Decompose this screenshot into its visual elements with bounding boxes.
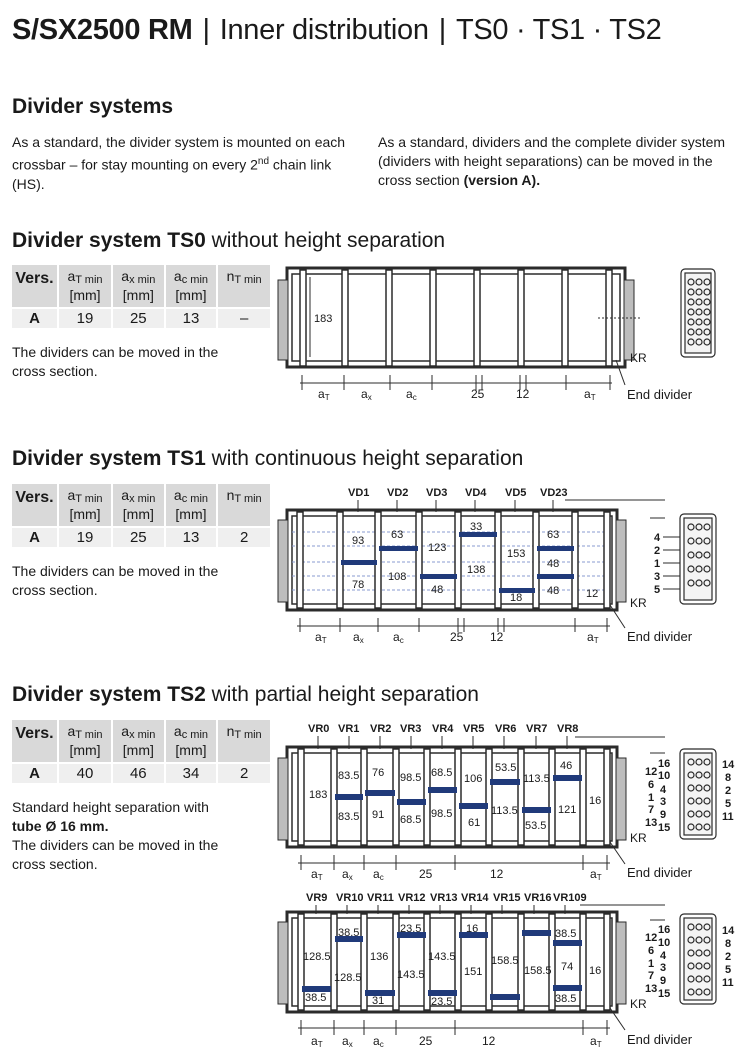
ts2-label: VR10	[336, 892, 364, 904]
ts2-label: VR8	[557, 723, 579, 735]
dim-label: 12	[516, 387, 530, 401]
dim-label: 12	[490, 867, 504, 881]
ts1-spec-table	[12, 484, 270, 547]
level-label: 4	[654, 532, 661, 544]
ts2-value: 128.5	[334, 972, 362, 984]
ts2-label: VR109	[553, 892, 587, 904]
dim-label: aT	[311, 1034, 323, 1049]
level-label: 12	[645, 766, 658, 778]
ts1-label-vd5: VD5	[505, 487, 527, 499]
ts1-value: 153	[507, 548, 526, 560]
ts2-value: 158.5	[491, 955, 519, 967]
level-label: 8	[725, 772, 732, 784]
ac-header: $a_{c min}$ [mm]	[165, 265, 218, 308]
ax-header: $a_{x min}$ [mm]	[112, 265, 165, 308]
nt-header: $n_{T min}$	[217, 484, 270, 527]
level-label: 7	[648, 804, 655, 816]
vers-header: Vers.	[12, 720, 58, 763]
ts2a-dimension-labels	[311, 867, 602, 882]
ts1-value: 48	[547, 585, 560, 597]
ts2-value: 68.5	[431, 767, 453, 779]
ts1-chain-end-view	[680, 514, 716, 604]
ts2-value: 61	[468, 817, 481, 829]
ts1-value: 18	[510, 592, 523, 604]
ts2-label: VR5	[463, 723, 485, 735]
ts1-value: 48	[431, 584, 444, 596]
ts1-value: 12	[586, 588, 599, 600]
level-label: 1	[648, 958, 655, 970]
level-label: 3	[660, 962, 667, 974]
ts2-value: 98.5	[431, 808, 453, 820]
dim-label: 12	[490, 630, 504, 644]
level-label: 13	[645, 983, 658, 995]
ts1-label-vd23: VD23	[540, 487, 568, 499]
ts0-dividers	[300, 270, 612, 366]
at-header: $a_{T min}$ [mm]	[58, 265, 112, 308]
ts1-value: 33	[470, 521, 483, 533]
ts2a-top-labels	[308, 723, 578, 735]
dim-label: ac	[373, 1034, 384, 1049]
ts2a-kr-label: KR	[630, 831, 647, 845]
level-label: 5	[654, 584, 661, 596]
dim-label: 25	[471, 387, 485, 401]
ts2-label: VR13	[430, 892, 458, 904]
ts2b-chain-end-view	[680, 914, 716, 1004]
ts2b-top-labels	[306, 892, 587, 904]
level-label: 2	[725, 951, 732, 963]
at-header: $a_{T min}$ [mm]	[58, 720, 112, 763]
ts2b-end-divider-label: End divider	[627, 1032, 693, 1047]
ts2-value: 23.5	[431, 996, 453, 1008]
ts2-label: VR15	[493, 892, 521, 904]
level-label: 14	[722, 925, 735, 937]
nt-header: $n_{T min}$	[217, 265, 270, 308]
dim-label: aT	[318, 387, 330, 402]
dim-label: ac	[373, 867, 384, 882]
ts1-value: 48	[547, 558, 560, 570]
ts2-value: 74	[561, 961, 574, 973]
level-label: 5	[725, 964, 732, 976]
dim-label: aT	[590, 1034, 602, 1049]
table-row: A 19 25 13 –	[12, 308, 270, 328]
ts0-note: The dividers can be moved in the cross section.	[12, 344, 219, 379]
ts2-value: 38.5	[555, 993, 577, 1005]
ts2-label: VR16	[524, 892, 552, 904]
ts1-label-vd3: VD3	[426, 487, 448, 499]
level-label: 11	[722, 811, 734, 823]
level-label: 1	[654, 558, 661, 570]
level-label: 10	[658, 937, 671, 949]
level-label: 15	[658, 988, 671, 1000]
ts2-value: 46	[560, 760, 573, 772]
ts2-value: 16	[589, 965, 602, 977]
ts2a-chain-end-view	[680, 749, 716, 839]
ts1-value: 93	[352, 535, 365, 547]
dim-label: 25	[450, 630, 464, 644]
ts1-label-vd1: VD1	[348, 487, 370, 499]
level-label: 4	[660, 950, 667, 962]
level-label: 8	[725, 938, 732, 950]
ts2-value: 31	[372, 995, 385, 1007]
ts2b-values	[303, 923, 601, 1008]
level-label: 2	[654, 545, 661, 557]
ts2-value: 113.5	[523, 773, 550, 785]
dim-label: ax	[342, 867, 353, 882]
ts1-kr-label: KR	[630, 596, 647, 610]
nt-header: $n_{T min}$	[217, 720, 270, 763]
level-label: 3	[654, 571, 661, 583]
ts0-height-label: 183	[314, 313, 333, 325]
ts2-value: 98.5	[400, 772, 422, 784]
dim-label: 25	[419, 1034, 433, 1048]
level-label: 6	[648, 779, 655, 791]
ts2-value: 38.5	[338, 927, 360, 939]
ts2a-end-divider-label: End divider	[627, 865, 693, 880]
ts1-label-vd2: VD2	[387, 487, 409, 499]
intro-left-text: As a standard, the divider system is mounted on each crossbar – for stay mounting on every 2nd chain link (HS).	[12, 134, 346, 192]
ts2-value: 183	[309, 789, 328, 801]
dim-label: aT	[311, 867, 323, 882]
ts2b-kr-label: KR	[630, 997, 647, 1011]
ax-header: $a_{x min}$ [mm]	[112, 720, 165, 763]
section-heading-divider-systems: Divider systems	[12, 95, 174, 118]
ts2b-right-levels	[722, 925, 735, 989]
level-label: 9	[660, 975, 667, 987]
level-label: 1	[648, 792, 655, 804]
ts1-note: The dividers can be moved in the cross section.	[12, 563, 219, 598]
ts2-label: VR7	[526, 723, 548, 735]
level-label: 11	[722, 977, 734, 989]
at-header: $a_{T min}$ [mm]	[58, 484, 112, 527]
ts2-value: 143.5	[428, 951, 456, 963]
ts2-value: 91	[372, 809, 385, 821]
level-label: 6	[648, 945, 655, 957]
ts2-value: 38.5	[305, 992, 327, 1004]
level-label: 13	[645, 817, 658, 829]
level-label: 15	[658, 822, 671, 834]
ts2-label: VR14	[461, 892, 489, 904]
ts2-value: 16	[589, 795, 602, 807]
level-label: 10	[658, 770, 671, 782]
ts2-value: 158.5	[524, 965, 552, 977]
ts2-value: 68.5	[400, 814, 422, 826]
ts2-label: VR12	[398, 892, 426, 904]
dim-label: aT	[587, 630, 599, 645]
ac-header: $a_{c min}$ [mm]	[165, 484, 218, 527]
ax-header: $a_{x min}$ [mm]	[112, 484, 165, 527]
vers-header: Vers.	[12, 484, 58, 527]
ts2-value: 106	[464, 773, 483, 785]
dim-label: ac	[406, 387, 417, 402]
ts2-heading: Divider system TS2 with partial height separation	[12, 683, 479, 706]
ts2-value: 38.5	[555, 928, 577, 940]
dim-label: 12	[482, 1034, 496, 1048]
level-label: 4	[660, 784, 667, 796]
ts2-value: 16	[466, 923, 479, 935]
ts2-value: 53.5	[525, 820, 547, 832]
ts2-value: 23.5	[400, 923, 422, 935]
ts2-value: 53.5	[495, 762, 517, 774]
level-label: 16	[658, 924, 671, 936]
ts2-label: VR6	[495, 723, 517, 735]
ts2-spec-table	[12, 720, 270, 783]
ts2b-dimension-labels	[311, 1034, 602, 1049]
ts2-value: 83.5	[338, 811, 360, 823]
dim-label: ax	[353, 630, 364, 645]
ts2-label: VR4	[432, 723, 454, 735]
ts2-value: 128.5	[303, 951, 331, 963]
level-label: 9	[660, 809, 667, 821]
dim-label: ac	[393, 630, 404, 645]
ts2-value: 143.5	[397, 969, 425, 981]
level-label: 7	[648, 970, 655, 982]
page-title: S/SX2500 RM | Inner distribution | TS0 · TS1 · TS2	[12, 14, 662, 46]
ts2a-frame	[278, 747, 626, 847]
ts2-label: VR11	[367, 892, 394, 904]
ts0-dimension-lines	[300, 375, 612, 390]
intro-right-text: As a standard, dividers and the complete divider system (dividers with height separations) can be moved in the cross section (version A).	[378, 134, 726, 188]
ts1-value: 78	[352, 579, 365, 591]
level-label: 14	[722, 759, 735, 771]
ts2-label: VR9	[306, 892, 328, 904]
ts2b-dimension-lines	[298, 1020, 610, 1035]
ts1-label-vd4: VD4	[465, 487, 487, 499]
ts0-dimension-labels	[318, 387, 596, 402]
table-row: A 19 25 13 2	[12, 527, 270, 547]
ts1-top-labels	[348, 487, 568, 499]
ts2-value: 136	[370, 951, 389, 963]
dim-label: 25	[419, 867, 433, 881]
ts1-value: 123	[428, 542, 447, 554]
ts1-heading: Divider system TS1 with continuous height separation	[12, 447, 524, 470]
level-label: 16	[658, 758, 671, 770]
ac-header: $a_{c min}$ [mm]	[165, 720, 218, 763]
ts2-label: VR1	[338, 723, 360, 735]
level-label: 2	[725, 785, 732, 797]
ts2-label: VR0	[308, 723, 330, 735]
dim-label: aT	[590, 867, 602, 882]
ts1-value: 63	[391, 529, 404, 541]
dim-label: aT	[584, 387, 596, 402]
dim-label: aT	[315, 630, 327, 645]
ts2a-right-levels	[722, 759, 735, 823]
ts0-heading: Divider system TS0 without height separation	[12, 229, 446, 252]
ts2-value: 121	[558, 804, 577, 816]
table-row: A 40 46 34 2	[12, 763, 270, 783]
ts2-value: 83.5	[338, 770, 360, 782]
ts2a-left-levels	[645, 758, 670, 834]
ts0-chain-end-view	[681, 269, 715, 357]
level-label: 5	[725, 798, 732, 810]
dim-label: ax	[361, 387, 372, 402]
ts1-value: 138	[467, 564, 486, 576]
ts2-label: VR3	[400, 723, 422, 735]
ts2b-left-levels	[645, 924, 670, 1000]
level-label: 12	[645, 932, 658, 944]
ts1-level-labels	[654, 532, 661, 596]
ts2-value: 151	[464, 966, 483, 978]
ts2-value: 76	[372, 767, 385, 779]
level-label: 3	[660, 796, 667, 808]
ts1-value: 63	[547, 529, 560, 541]
ts1-end-divider-label: End divider	[627, 629, 693, 644]
ts1-value: 108	[388, 571, 407, 583]
ts1-dimension-labels	[315, 630, 599, 645]
ts0-kr-label: KR	[630, 351, 647, 365]
ts2-label: VR2	[370, 723, 392, 735]
dim-label: ax	[342, 1034, 353, 1049]
vers-header: Vers.	[12, 265, 58, 308]
ts2-value: 113.5	[491, 805, 518, 817]
ts2-note: Standard height separation with tube Ø 16 mm. The dividers can be moved in the cross section.	[12, 799, 219, 872]
ts0-end-divider-label: End divider	[627, 387, 693, 402]
